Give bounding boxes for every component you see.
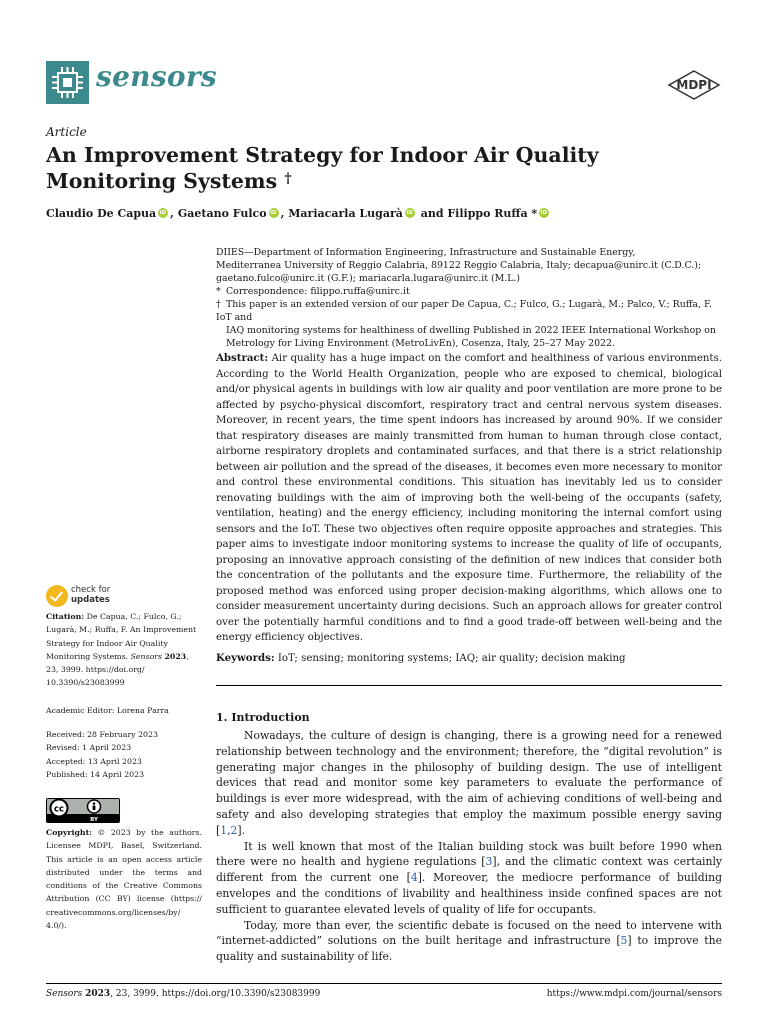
abstract-text: Air quality has a huge impact on the comfort and healthiness of various environments. According to the World Health Organization, people who are exposed to chemical, biological and/or physical agents in buildings with low air quality and poor ventilation are more prone to be affected by psycho-physical discomfort, respiratory tract and central nervous system diseases. Moreover, in recent years, the time spent indoors has increased by around 90%. If we consider that respiratory diseases are mainly transmitted from human to human through close contact, airborne respiratory droplets and contaminated surfaces, and that there is a strict relationship between air pollution and the spread of the diseases, it becomes even more necessary to monitor and control these environmental conditions. This situation has inevitably led us to consider renovating buildings with the aim of improving both the well-being of the occupants (safety, ventilation, heating) and the energy efficiency, including monitoring the internal comfort using sensors and the IoT. These two objectives often require opposite approaches and strategies. This paper aims to investigate indoor monitoring systems to increase the quality of life of occupants, proposing an innovative approach consisting of the definition of new indices that consider both the concentration of the pollutants and the exposure time. Furthermore, the reliability of the proposed method was enforced using proper decision-making algorithms, which allows one to consider measurement uncertainty during decisions. Such an approach allows for greater control over the potentially harmful conditions and to find a good trade-off between well-being and the energy efficiency objectives. [216,353,722,643]
footer-divider [46,983,722,984]
author-list: Claudio De CapuaiD , Gaetano FulcoiD , Mariacarla LugaràiD and Filippo Ruffa *iD [46,207,551,220]
orcid-icon[interactable] [539,208,549,218]
check-icon [46,585,68,607]
keywords-label: Keywords: [216,652,275,664]
svg-text:cc: cc [53,804,65,815]
publication-dates [46,728,202,781]
svg-text:BY: BY [90,817,98,823]
citation-link[interactable]: 4 [410,871,418,885]
accepted-date: Accepted: 13 April 2023 [46,756,142,766]
published-date: Published: 14 April 2023 [46,769,145,779]
copyright-notice: Copyright: © 2023 by the authors. Licensee MDPI, Basel, Switzerland. This article is an open access article distributed under the terms and conditions of the Creative Commons Attribution (CC BY) license (https:// creativecommons.org/licenses/by/ 4.0/). [46,828,202,931]
abstract-label: Abstract: [216,352,269,364]
footer-citation: Sensors 2023, 23, 3999. https://doi.org/10.3390/s23083999 [46,989,321,999]
revised-date: Revised: 1 April 2023 [46,743,132,753]
citation-link[interactable]: 5 [620,934,628,948]
section-heading: 1. Introduction [216,711,310,724]
orcid-icon[interactable] [158,208,168,218]
author-name[interactable]: Mariacarla Lugarà [288,207,403,220]
section-divider [216,685,722,686]
citation-link[interactable]: 2 [230,823,238,837]
paper-title: An Improvement Strategy for Indoor Air Quality Monitoring Systems † [46,143,599,193]
affiliation: DIIES—Department of Information Engineering, Infrastructure and Sustainable Energy, Mediterranea University of Reggio Calabria, 89122 Reggio Calabria, Italy; decapua@unirc.it (C.D.C.); gaetano.fulco@unirc.it (G.F.); mariacarla.lugara@unirc.it (M.L.) [216,247,702,284]
paragraph: It is well known that most of the Italian building stock was built before 1990 when there were no health and hygiene regulations [3], and the climatic context was certainly different from the current one [4]. Moreover, the mediocre performance of building envelopes and the conditions of livability and healthiness inside confined spaces are not sufficient to guarantee elevated levels of quality of life for occupants. [216,839,722,916]
author-name[interactable]: Filippo Ruffa * [447,207,538,220]
keywords: Keywords: IoT; sensing; monitoring systems; IAQ; air quality; decision making [216,652,626,664]
doi-link[interactable]: , 23, 3999. https://doi.org/ 10.3390/s23083999 [46,651,189,688]
article-type: Article [46,125,87,139]
introduction-body [216,728,722,965]
cc-by-license-icon[interactable] [46,798,120,823]
svg-text:MDPI: MDPI [676,78,712,92]
author-name[interactable]: Gaetano Fulco [177,207,267,220]
academic-editor: Academic Editor: Lorena Parra [46,706,169,715]
citation-link[interactable]: 1 [220,823,228,837]
mdpi-logo [667,70,721,100]
citation-link[interactable]: 3 [485,855,493,869]
correspondence: * Correspondence: filippo.ruffa@unirc.it [216,286,410,297]
paragraph: Nowadays, the culture of design is changing, there is a growing need for a renewed relationship between technology and the environment; therefore, the “digital revolution” is generating major changes in the philosophy of building design. The use of intelligent devices that read and monitor some key parameters to evaluate the performance of buildings is ever more widespread, with the aim of achieving conditions of well-being and safety and also developing strategies that employ the maximum possible energy saving [1,2]. [216,729,722,837]
orcid-icon[interactable] [269,208,279,218]
title-footnote-mark: † [284,171,292,187]
footnote-extended-version: † This paper is an extended version of our paper De Capua, C.; Fulco, G.; Lugarà, M.; Palco, V.; Ruffa, F. IoT and IAQ monitoring systems for healthiness of dwelling Published in 2022 IEEE International Workshop on Metrology for Living Environment (MetroLivEn), Cosenza, Italy, 25–27 May 2022. [216,299,716,349]
orcid-icon[interactable] [405,208,415,218]
abstract [216,351,722,646]
author-name[interactable]: Claudio De Capua [46,207,157,220]
paragraph: Today, more than ever, the scientific debate is focused on the need to intervene with “internet-addicted” solutions on the built heritage and infrastructure [5] to improve the quality and sustainability of life. [216,918,722,964]
journal-url-link[interactable]: https://www.mdpi.com/journal/sensors [546,989,722,999]
citation-block: Citation: De Capua, C.; Fulco, G.; Lugarà, M.; Ruffa, F. An Improvement Strategy for Indoor Air Quality Monitoring Systems. Sensors 2023, 23, 3999. https://doi.org/ 10.3390/s23083999 [46,612,197,688]
journal-logo-icon [46,61,89,104]
check-for-updates-badge[interactable]: check for updates [46,585,156,609]
journal-name: sensors [96,60,217,93]
received-date: Received: 28 February 2023 [46,730,158,739]
